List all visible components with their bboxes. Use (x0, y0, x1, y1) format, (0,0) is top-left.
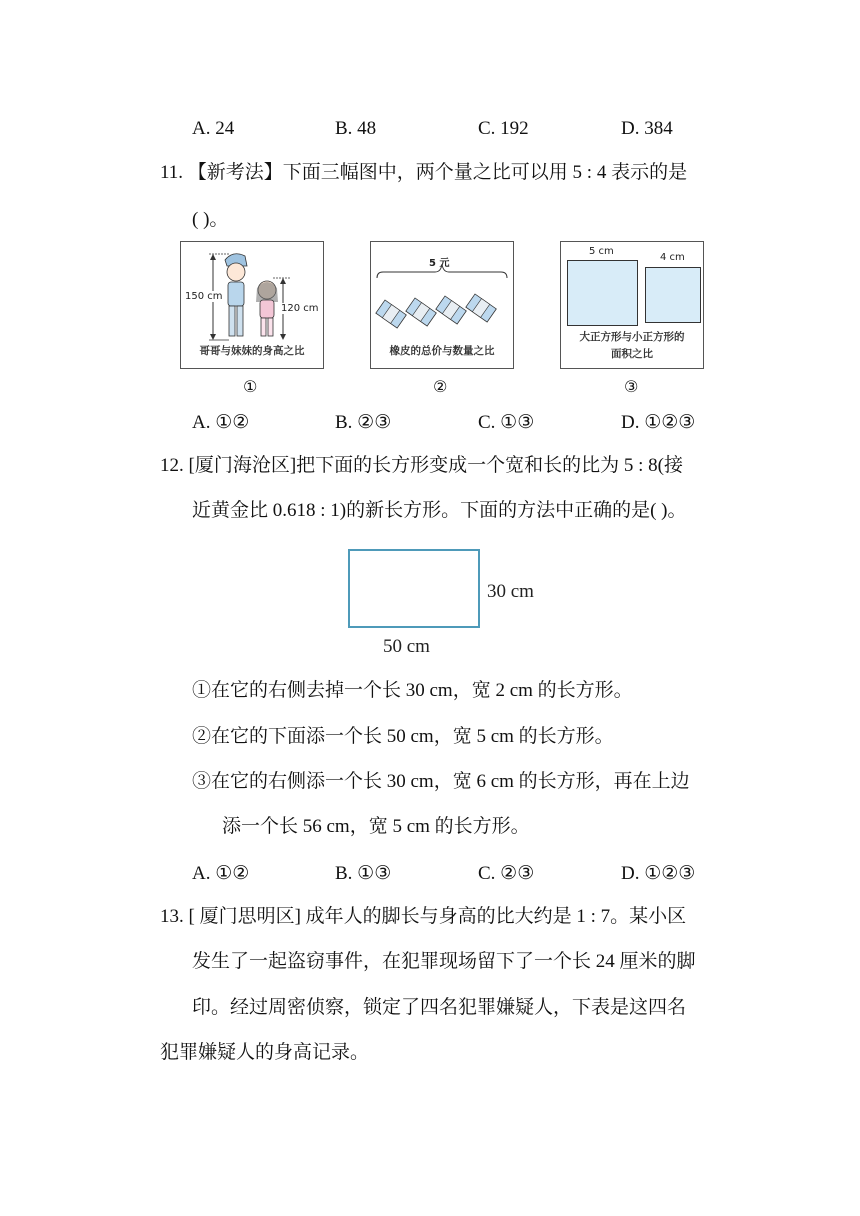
figure-3-caption-line2: 面积之比 (611, 348, 653, 360)
q10-option-a[interactable]: A. 24 (192, 118, 235, 139)
q11-figure-1 (180, 241, 324, 369)
figure-2-marker: ② (433, 377, 448, 396)
q12-method-1: ①在它的右侧去掉一个长 30 cm，宽 2 cm 的长方形。 (192, 680, 633, 701)
q11-option-d[interactable]: D. ①②③ (621, 412, 696, 433)
q11-figure-2 (370, 241, 514, 369)
short-height-label: 120 cm (281, 303, 319, 314)
q11-option-b[interactable]: B. ②③ (335, 412, 392, 433)
q11-figure-3 (560, 241, 704, 369)
figure-3-marker: ③ (624, 377, 639, 396)
q12-options (192, 862, 764, 885)
q12-option-b[interactable]: B. ①③ (335, 863, 392, 884)
rect-length-label: 50 cm (383, 636, 430, 657)
q10-options (192, 118, 764, 140)
q11-answer-blank: ( )。 (192, 209, 229, 230)
q12-method-2: ②在它的下面添一个长 50 cm，宽 5 cm 的长方形。 (192, 726, 614, 747)
rect-width-label: 30 cm (487, 581, 534, 602)
q10-option-c[interactable]: C. 192 (478, 118, 529, 139)
big-square (567, 260, 638, 326)
small-square-label: 4 cm (660, 252, 685, 263)
q11-option-a[interactable]: A. ①② (192, 412, 250, 433)
q12-option-d[interactable]: D. ①②③ (621, 863, 696, 884)
q11-option-c[interactable]: C. ①③ (478, 412, 535, 433)
q10-option-b[interactable]: B. 48 (335, 118, 377, 139)
figure-1-caption: 哥哥与妹妹的身高之比 (199, 345, 305, 357)
q10-option-d[interactable]: D. 384 (621, 118, 673, 139)
q13-stem-line4: 犯罪嫌疑人的身高记录。 (160, 1042, 370, 1063)
q13-stem-line2: 发生了一起盗窃事件，在犯罪现场留下了一个长 24 厘米的脚 (192, 951, 696, 972)
tall-height-label: 150 cm (185, 291, 223, 302)
q13-stem-line1: 13. [ 厦门思明区] 成年人的脚长与身高的比大约是 1 : 7。某小区 (160, 906, 687, 927)
q12-option-a[interactable]: A. ①② (192, 863, 250, 884)
q13-stem-line3: 印。经过周密侦察，锁定了四名犯罪嫌疑人，下表是这四名 (192, 997, 687, 1018)
figure-1-marker: ① (243, 377, 258, 396)
q12-stem-line2: 近黄金比 0.618 : 1)的新长方形。下面的方法中正确的是( )。 (192, 500, 687, 521)
small-square (645, 267, 701, 323)
q11-stem-line1: 11. 【新考法】下面三幅图中，两个量之比可以用 5 : 4 表示的是 (160, 162, 688, 183)
q12-method-3-line2: 添一个长 56 cm，宽 5 cm 的长方形。 (222, 816, 530, 837)
q12-stem-line1: 12. [厦门海沧区]把下面的长方形变成一个宽和长的比为 5 : 8(接 (160, 455, 684, 476)
q12-rectangle (348, 549, 480, 628)
q12-option-c[interactable]: C. ②③ (478, 863, 535, 884)
q11-options (192, 411, 764, 434)
big-square-label: 5 cm (589, 246, 614, 257)
q12-method-3-line1: ③在它的右侧添一个长 30 cm，宽 6 cm 的长方形，再在上边 (192, 771, 690, 792)
figure-2-caption: 橡皮的总价与数量之比 (389, 345, 495, 357)
total-price-label: 5 元 (429, 258, 450, 269)
figure-3-caption-line1: 大正方形与小正方形的 (579, 331, 685, 343)
